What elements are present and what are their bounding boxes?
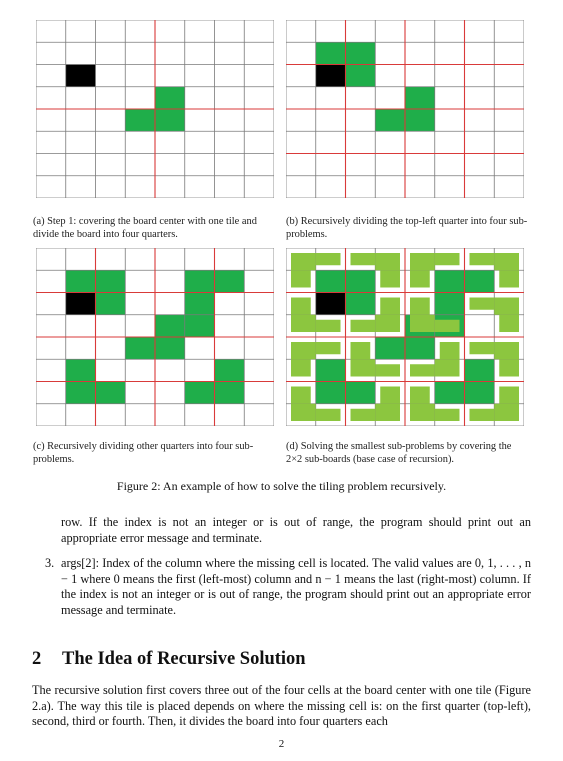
board-grid-c [36,248,274,426]
green-cell [66,270,96,292]
green-cell [465,382,495,404]
board-grid-d [286,248,524,426]
caption-c: (c) Recursively dividing other quarters into four sub-problems. [33,441,254,465]
green-cell [66,359,96,381]
green-cell [125,109,155,131]
l-tile-part [494,253,519,270]
l-tile-part [470,409,495,421]
l-tile-part [375,404,400,421]
green-cell [435,293,465,315]
green-cell [346,270,376,292]
l-tile-part [499,359,519,376]
l-tile-part [316,253,341,265]
list-item-args2: args[2]: Index of the column where the missing cell is located. The valid values are 0, 1, . . . , n − 1 where 0 means the first (left-most) column and n − 1 means the last (right-most) column. If the index is not an integer or is out of range, the program should print out an appropriate error message and terminate. [61,556,531,618]
caption-a: (a) Step 1: covering the board center with one tile and divide the board into four quarters. [33,216,257,240]
l-tile-part [499,315,519,332]
green-cell [346,293,376,315]
green-cell [375,109,405,131]
l-tile-part [410,404,435,421]
green-cell [435,382,465,404]
l-tile-part [291,359,311,376]
l-tile-part [375,253,400,270]
green-cell [215,359,245,381]
l-tile-part [380,387,400,404]
green-cell [405,109,435,131]
l-tile-part [410,387,430,404]
green-cell [405,87,435,109]
l-tile-part [470,253,495,265]
l-tile-part [291,387,311,404]
l-tile-part [291,315,316,332]
green-cell [465,359,495,381]
green-cell [375,337,405,359]
green-cell [465,270,495,292]
l-tile-part [440,342,460,359]
missing-cell [316,293,346,315]
list-item-number: 3. [45,556,55,570]
l-tile-part [494,298,519,315]
l-tile-part [316,342,341,354]
l-tile-part [494,342,519,359]
missing-cell [316,65,346,87]
figure-panel-b [286,20,524,198]
figure-panel-a [36,20,274,198]
missing-cell [66,65,96,87]
l-tile-part [351,359,376,376]
l-tile-part [291,270,311,287]
green-cell [185,293,215,315]
l-tile-part [380,270,400,287]
green-cell [316,359,346,381]
l-tile-part [435,409,460,421]
l-tile-part [410,364,435,376]
l-tile-part [435,253,460,265]
page-number: 2 [278,738,285,750]
paragraph-row-continuation: row. If the index is not an integer or is out of range, the program should print out an appropriate error message and terminate. [61,515,531,545]
green-cell [96,293,126,315]
l-tile-part [291,342,316,359]
l-tile-part [291,404,316,421]
section-paragraph: The recursive solution first covers three out of the four cells at the board center with one tile (Figure 2.a). The way this tile is placed depends on where the missing cell is: on the first quarter (top-left), second, third or fourth. Then, it divides the board into four quarters each [32,683,531,729]
green-cell [316,382,346,404]
green-cell [155,337,185,359]
green-cell [185,382,215,404]
green-cell [155,315,185,337]
l-tile-part [291,298,311,315]
green-cell [125,337,155,359]
green-cell [185,315,215,337]
green-cell [346,382,376,404]
section-number: 2 [32,649,42,669]
board-grid-a [36,20,274,198]
l-tile-part [316,320,341,332]
section-title: The Idea of Recursive Solution [62,649,306,669]
caption-b: (b) Recursively dividing the top-left quarter into four sub-problems. [286,216,528,240]
green-cell [346,42,376,64]
board-grid-b [286,20,524,198]
l-tile-part [435,320,460,332]
figure-panel-c [36,248,274,426]
l-tile-part [470,342,495,354]
l-tile-part [291,253,316,270]
green-cell [185,270,215,292]
section-heading [32,648,306,670]
l-tile-part [351,320,376,332]
l-tile-part [410,298,430,315]
caption-d: (d) Solving the smallest sub-problems by covering the 2×2 sub-boards (base case of recursion). [286,441,512,465]
l-tile-part [410,253,435,270]
l-tile-part [410,315,435,332]
l-tile-part [494,404,519,421]
l-tile-part [351,409,376,421]
green-cell [96,270,126,292]
l-tile-part [351,253,376,265]
l-tile-part [351,342,371,359]
green-cell [96,382,126,404]
figure-caption: Figure 2: An example of how to solve the tiling problem recursively. [116,479,447,493]
l-tile-part [499,270,519,287]
l-tile-part [410,270,430,287]
missing-cell [66,293,96,315]
green-cell [316,42,346,64]
green-cell [405,337,435,359]
l-tile-part [435,359,460,376]
l-tile-part [375,364,400,376]
l-tile-part [499,387,519,404]
green-cell [215,270,245,292]
green-cell [155,87,185,109]
figure-panel-d [286,248,524,426]
green-cell [435,270,465,292]
green-cell [66,382,96,404]
l-tile-part [380,298,400,315]
green-cell [155,109,185,131]
l-tile-part [470,298,495,310]
l-tile-part [316,409,341,421]
l-tile-part [375,315,400,332]
green-cell [346,65,376,87]
green-cell [316,270,346,292]
green-cell [215,382,245,404]
